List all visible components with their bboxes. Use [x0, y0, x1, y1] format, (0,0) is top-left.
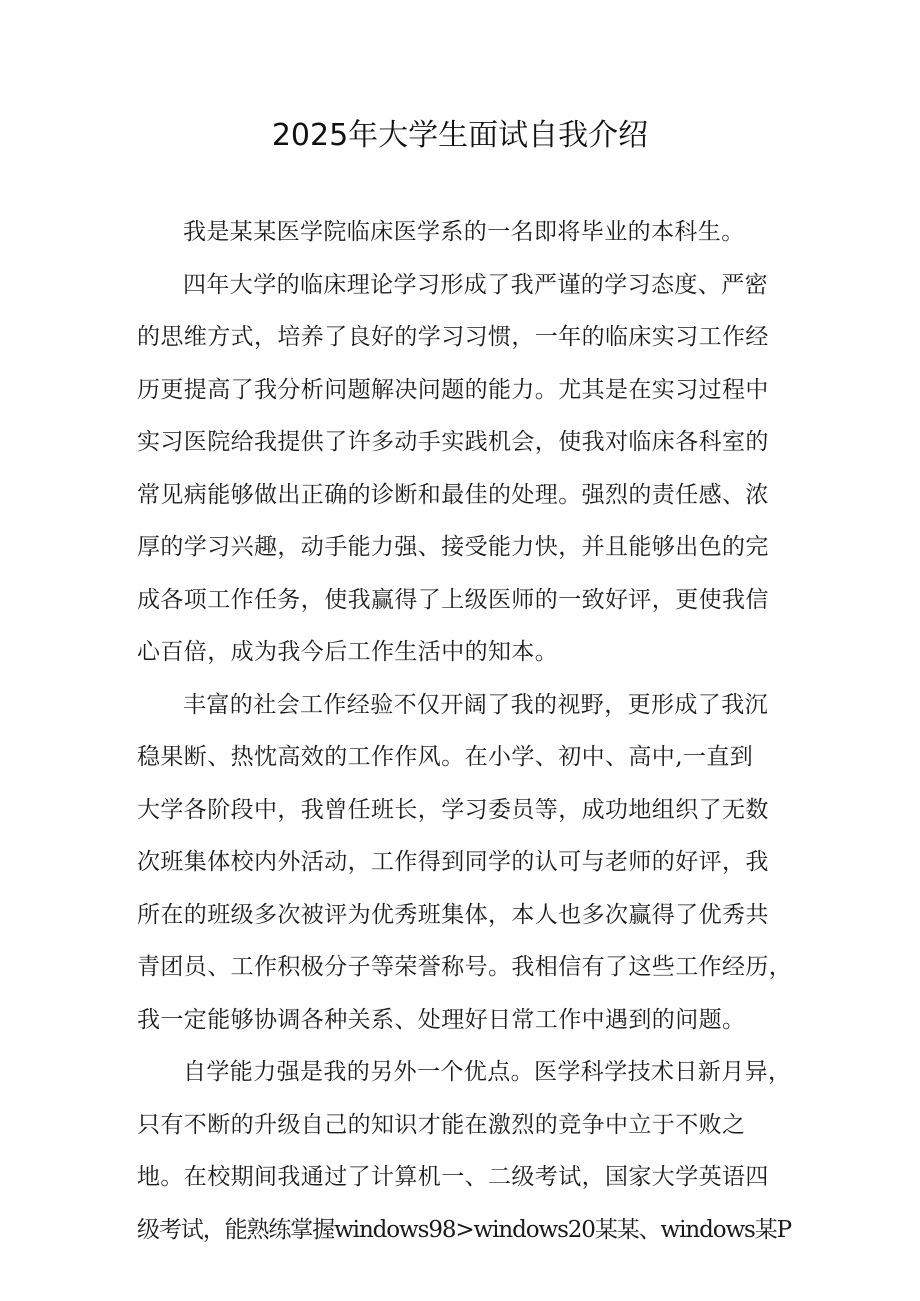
document-body: [137, 206, 795, 1256]
text-line: 我是某某医学院临床医学系的一名即将毕业的本科生。: [183, 219, 745, 245]
text-line: 常见病能够做出正确的诊断和最佳的处理。强烈的责任感、浓: [137, 481, 769, 508]
text-line: 所在的班级多次被评为优秀班集体，本人也多次赢得了优秀共: [137, 901, 769, 928]
text-line: 实习医院给我提供了许多动手实践机会，使我对临床各科室的: [137, 429, 769, 455]
text-line: 的思维方式，培养了良好的学习习惯，一年的临床实习工作经: [137, 324, 769, 350]
text-line: 级考试，能熟练掌握windows98>windows20某某、windows某P: [137, 1216, 792, 1243]
text-line: 稳果断、热忱高效的工作作风。在小学、初中、高中,一直到: [137, 744, 754, 770]
text-line: 青团员、工作积极分子等荣誉称号。我相信有了这些工作经历，: [137, 954, 793, 980]
text-line: 心百倍，成为我今后工作生活中的知本。: [137, 639, 559, 665]
text-line: 厚的学习兴趣，动手能力强、接受能力快，并且能够出色的完: [137, 534, 769, 560]
text-line: 大学各阶段中，我曾任班长，学习委员等，成功地组织了无数: [137, 796, 769, 823]
text-line: 成各项工作任务，使我赢得了上级医师的一致好评，更使我信: [137, 586, 769, 613]
document-title: 2025年大学生面试自我介绍: [271, 118, 649, 153]
text-line: 历更提高了我分析问题解决问题的能力。尤其是在实习过程中: [137, 376, 769, 403]
text-line: 自学能力强是我的另外一个优点。医学科学技术日新月异，: [183, 1059, 792, 1085]
text-line: 只有不断的升级自己的知识才能在激烈的竞争中立于不败之: [137, 1111, 746, 1138]
text-line: 我一定能够协调各种关系、处理好日常工作中遇到的问题。: [137, 1006, 746, 1033]
text-line: 地。在校期间我通过了计算机一、二级考试，国家大学英语四: [137, 1164, 769, 1190]
text-line: 四年大学的临床理论学习形成了我严谨的学习态度、严密: [183, 271, 768, 298]
text-line: 丰富的社会工作经验不仅开阔了我的视野，更形成了我沉: [183, 691, 768, 718]
text-line: 次班集体校内外活动，工作得到同学的认可与老师的好评，我: [137, 849, 769, 875]
